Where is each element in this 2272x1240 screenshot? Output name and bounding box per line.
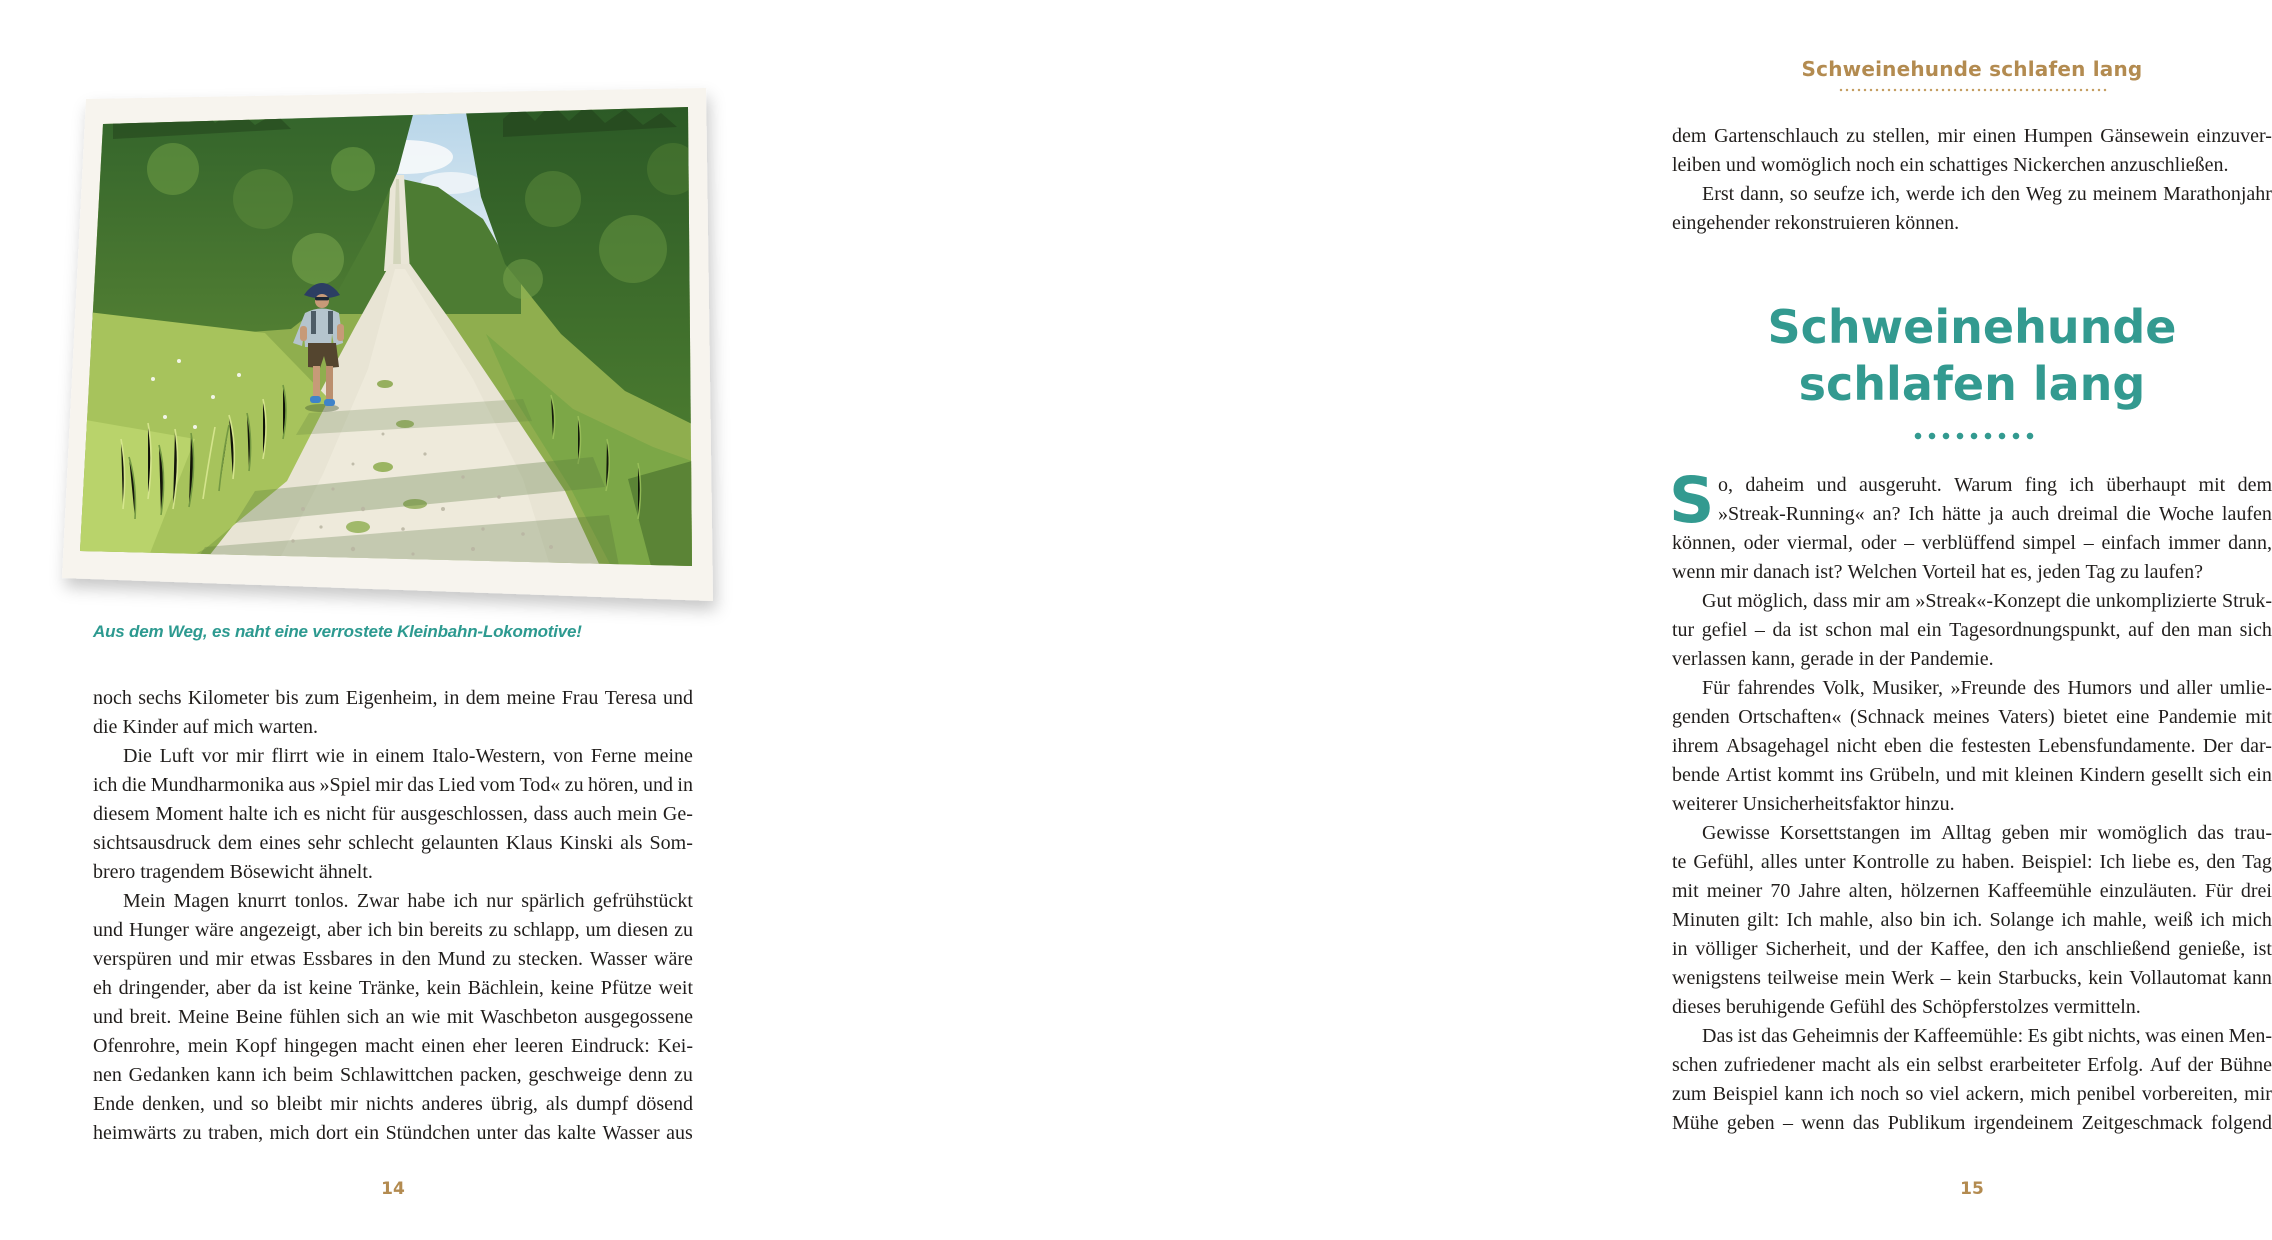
paragraph (1672, 819, 2272, 1022)
text-line: noch sechs Kilometer bis zum Eigenheim, in dem meine Frau Teresa und (93, 687, 693, 709)
text-line: wenigstens teilweise mein Werk – kein Starbucks, kein Vollautomat kann (1672, 967, 2272, 989)
chapter-heading-line2: schlafen lang (1798, 357, 2146, 411)
text-line: tur gefiel – da ist schon mal ein Tagesordnungspunkt, auf den man sich (1672, 619, 2272, 641)
text-line: ich die Mundharmonika aus »Spiel mir das Lied vom Tod« zu hören, und in (93, 774, 693, 796)
text-line: eingehender rekonstruieren können. (1672, 212, 1960, 234)
paragraph (1669, 464, 2272, 587)
text-line: eh dringender, aber da ist keine Tränke, kein Bächlein, keine Pfütze weit (93, 977, 693, 999)
right-page (797, 0, 2272, 1240)
photo-scene (42, 103, 699, 566)
text-line: dieses beruhigende Gefühl des Schöpferstolzes vermitteln. (1672, 996, 2141, 1018)
paragraph (93, 887, 693, 1148)
text-line: die Kinder auf mich warten. (93, 716, 318, 738)
text-line: verspüren und mir etwas Essbares in den Mund zu stecken. Wasser wäre (93, 948, 693, 970)
paragraph (1672, 674, 2272, 819)
text-line: verlassen kann, gerade in der Pandemie. (1672, 648, 1994, 670)
text-line: genden Ortschaften« (Schnack meines Vaters) bietet eine Pandemie mit (1672, 706, 2272, 728)
text-line: Ende denken, und so bleibt mir nichts anderes übrig, als dumpf dösend (93, 1093, 693, 1115)
paragraph (1672, 180, 2272, 238)
trail-photo (53, 79, 721, 624)
text-line: Ofenrohre, mein Kopf hingegen macht einen eher leeren Eindruck: Kei- (93, 1035, 693, 1057)
text-line: Das ist das Geheimnis der Kaffeemühle: Es gibt nichts, was einen Men- (1702, 1025, 2272, 1047)
chapter-heading (1672, 299, 2272, 413)
paragraph (1672, 587, 2272, 674)
text-line: wenn mir danach ist? Welchen Vorteil hat es, jeden Tag zu laufen? (1672, 561, 2203, 583)
text-line: zum Beispiel kann ich noch so viel ackern, mich penibel vorbereiten, mir (1672, 1083, 2272, 1105)
text-line: in völliger Sicherheit, und der Kaffee, den ich anschließend genieße, ist (1672, 938, 2272, 960)
text-line: bende Artist kommt ins Grübeln, und mit kleinen Kindern gesellt sich ein (1672, 764, 2272, 786)
text-line: schen zufriedener macht als ein selbst erarbeiteter Erfolg. Auf der Bühne (1672, 1054, 2272, 1076)
text-line: können, oder viermal, oder – verblüffend simpel – einfach immer dann, (1672, 532, 2272, 554)
page-number-left: 14 (381, 1179, 405, 1199)
text-line: heimwärts zu traben, mich dort ein Stündchen unter das kalte Wasser aus (93, 1122, 693, 1144)
right-intro-text (1672, 122, 2272, 238)
text-line: Für fahrendes Volk, Musiker, »Freunde des Humors und aller umlie- (1702, 677, 2272, 699)
drop-cap: S (1669, 464, 1715, 537)
text-line: Gut möglich, dass mir am »Streak«-Konzept die unkomplizierte Struk- (1702, 590, 2272, 612)
text-line: Mein Magen knurrt tonlos. Zwar habe ich nur spärlich gefrühstückt (123, 890, 693, 912)
text-line: Mühe geben – wenn das Publikum irgendeinem Zeitgeschmack folgend (1672, 1112, 2272, 1134)
text-line: mit meiner 70 Jahre alten, hölzernen Kaffeemühle einzuläuten. Für drei (1672, 880, 2272, 902)
text-line: weiterer Unsicherheitsfaktor hinzu. (1672, 793, 1955, 815)
text-line: te Gefühl, alles unter Kontrolle zu haben. Beispiel: Ich liebe es, den Tag (1672, 851, 2272, 873)
paragraph (93, 742, 693, 887)
right-body-text (1669, 464, 2272, 1138)
running-header-dotted-rule (1838, 88, 2108, 92)
text-line: dem Gartenschlauch zu stellen, mir einen Humpen Gänsewein einzuver- (1672, 125, 2272, 147)
text-line: ihrem Absagehagel nicht eben die festesten Lebensfundamente. Der dar- (1672, 735, 2272, 757)
left-body-text (93, 684, 693, 1148)
chapter-heading-dots-ornament (1911, 432, 2035, 440)
text-line: Minuten gilt: Ich mahle, also bin ich. Solange ich mahle, weiß ich mich (1672, 909, 2272, 931)
text-line: Die Luft vor mir flirrt wie in einem Italo-Western, von Ferne meine (123, 745, 693, 767)
chapter-heading-line1: Schweinehunde (1767, 300, 2177, 354)
left-page (0, 0, 797, 1240)
text-line: leiben und womöglich noch ein schattiges Nickerchen anzuschließen. (1672, 154, 2229, 176)
text-line: »Streak-Running« an? Ich hätte ja auch dreimal die Woche laufen (1718, 503, 2272, 525)
text-line: sichtsausdruck dem eines sehr schlecht gelaunten Klaus Kinski als Som- (93, 832, 693, 854)
text-line: brero tragendem Bösewicht ähnelt. (93, 861, 373, 883)
trail-photo-illustration (53, 79, 721, 624)
paragraph (1672, 122, 2272, 180)
text-line: diesem Moment halte ich es nicht für ausgeschlossen, dass auch mein Ge- (93, 803, 693, 825)
text-line: und Hunger wäre angezeigt, aber ich bin bereits zu schlapp, um diesen zu (93, 919, 693, 941)
page-number-right: 15 (1960, 1179, 1984, 1199)
text-line: Erst dann, so seufze ich, werde ich den Weg zu meinem Marathonjahr (1702, 183, 2272, 205)
text-line: nen Gedanken kann ich beim Schlawittchen packen, geschweige denn zu (93, 1064, 693, 1086)
paragraph (93, 684, 693, 742)
text-line: o, daheim und ausgeruht. Warum fing ich überhaupt mit dem (1718, 474, 2272, 496)
running-header: Schweinehunde schlafen lang (1801, 57, 2143, 81)
paragraph (1672, 1022, 2272, 1138)
text-line: Gewisse Korsettstangen im Alltag geben mir womöglich das trau- (1702, 822, 2272, 844)
text-line: und breit. Meine Beine fühlen sich an wie mit Waschbeton ausgegossene (93, 1006, 693, 1028)
photo-caption: Aus dem Weg, es naht eine verrostete Kleinbahn-Lokomotive! (93, 622, 582, 641)
